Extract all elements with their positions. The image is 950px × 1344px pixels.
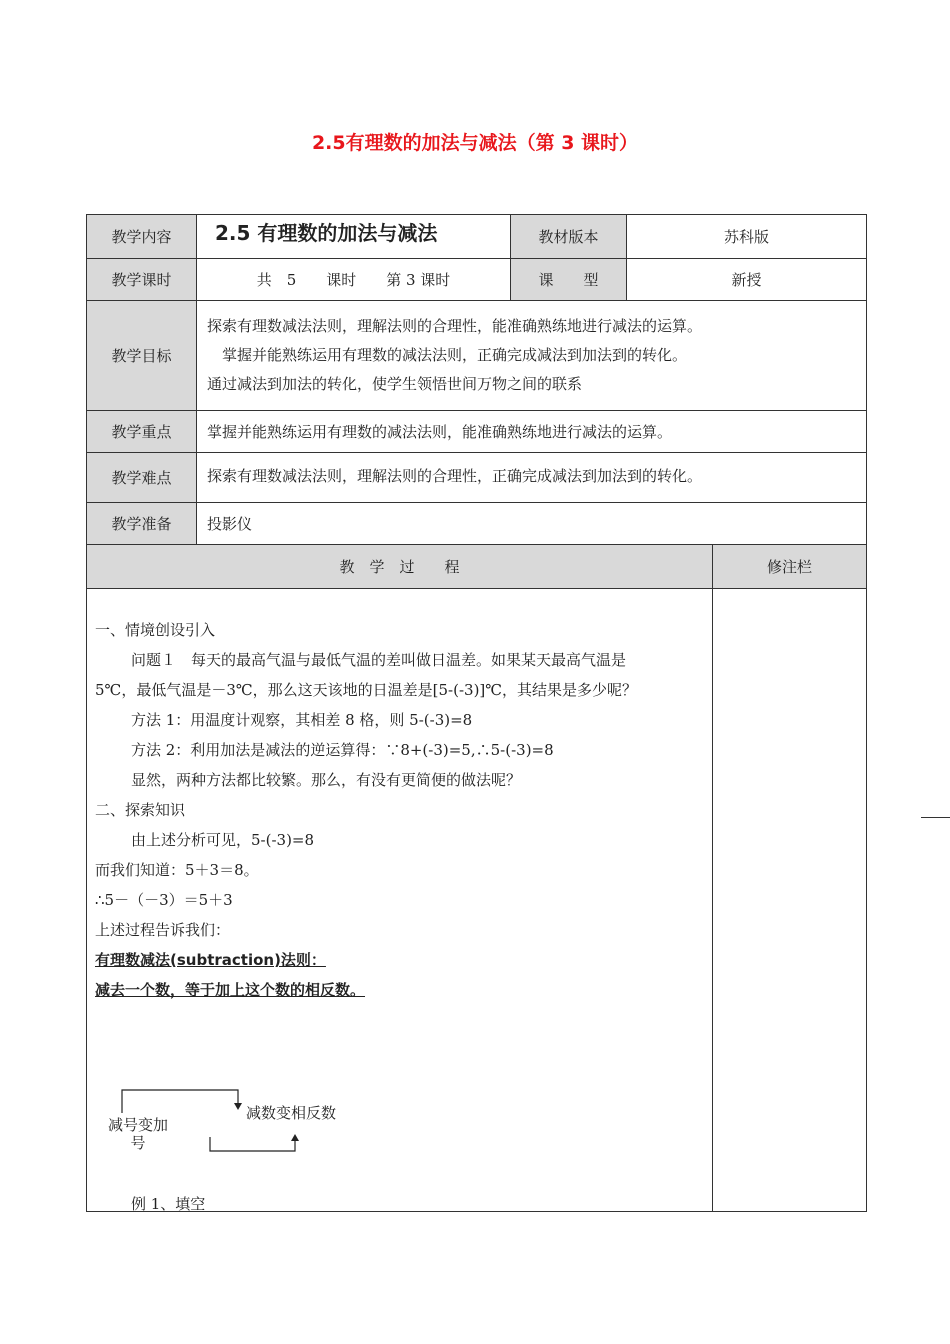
- diagram-label-right: 减数变相反数: [246, 1104, 337, 1122]
- arrow-top: [122, 1090, 238, 1113]
- section-heading: 一、情境创设引入: [95, 621, 216, 639]
- method-line: 方法 2：利用加法是减法的逆运算得：∵8+(-3)=5,∴5-(-3)=8: [131, 741, 554, 759]
- goal-line: 通过减法到加法的转化，使学生领悟世间万物之间的联系: [207, 375, 583, 393]
- text-line: 上述过程告诉我们：: [95, 921, 231, 939]
- edition-value: 苏科版: [627, 215, 866, 259]
- text-line: 而我们知道：5＋3＝8。: [95, 861, 259, 879]
- arrow-top-head: [234, 1103, 242, 1110]
- process-content: [95, 615, 710, 1005]
- key-label: 教学重点: [87, 411, 197, 453]
- document-title: 2.5有理数的加法与减法（第 3 课时）: [311, 132, 639, 154]
- text-line: 由上述分析可见，5-(-3)=8: [131, 831, 315, 849]
- text-line: ∴5－（－3）＝5＋3: [95, 891, 233, 909]
- section-heading: 二、探索知识: [95, 801, 186, 819]
- periods-value: 共 5 课时 第 3 课时: [197, 259, 511, 301]
- content-value: 2.5 有理数的加法与减法: [197, 215, 511, 259]
- goal-line: 探索有理数减法法则，理解法则的合理性，能准确熟练地进行减法的运算。: [207, 317, 703, 335]
- notes-header: 修注栏: [713, 545, 866, 589]
- problem-line: 5℃，最低气温是－3℃，那么这天该地的日温差是[5-(-3)]℃，其结果是多少呢？: [95, 681, 638, 699]
- problem-line: 问题１ 每天的最高气温与最低气温的差叫做日温差。如果某天最高气温是: [131, 651, 627, 669]
- prep-value: 投影仪: [197, 503, 866, 545]
- method-line: 方法 1：用温度计观察，其相差 8 格，则 5-(-3)=8: [131, 711, 473, 729]
- rule-title: 有理数减法(subtraction)法则：: [95, 951, 326, 969]
- margin-mark: [921, 817, 950, 818]
- goals-label: 教学目标: [87, 301, 197, 411]
- content-label: 教学内容: [87, 215, 197, 259]
- type-value: 新授: [627, 259, 866, 301]
- edition-label: 教材版本: [511, 215, 627, 259]
- example-line: [131, 1189, 205, 1219]
- process-header: 教 学 过 程: [87, 545, 713, 589]
- diagram-label-left: 减号变加号: [107, 1116, 168, 1152]
- difficulty-value: 探索有理数减法法则，理解法则的合理性，正确完成减法到加法到的转化。: [197, 453, 866, 503]
- arrow-bottom-head: [291, 1134, 299, 1141]
- type-label: 课 型: [511, 259, 627, 301]
- text-line: 显然，两种方法都比较繁。那么，有没有更简便的做法呢？: [131, 771, 522, 789]
- example-text: 例 1、填空: [131, 1195, 206, 1213]
- difficulty-label: 教学难点: [87, 453, 197, 503]
- key-value: 掌握并能熟练运用有理数的减法法则，能准确熟练地进行减法的运算。: [197, 411, 866, 453]
- goal-line: 掌握并能熟练运用有理数的减法法则，正确完成减法到加法到的转化。: [207, 346, 688, 364]
- goals-value: [197, 301, 866, 411]
- rule-statement: 减去一个数，等于加上这个数的相反数。: [95, 981, 366, 999]
- prep-label: 教学准备: [87, 503, 197, 545]
- notes-body: [713, 589, 866, 1211]
- periods-label: 教学课时: [87, 259, 197, 301]
- arrow-bottom: [210, 1137, 295, 1151]
